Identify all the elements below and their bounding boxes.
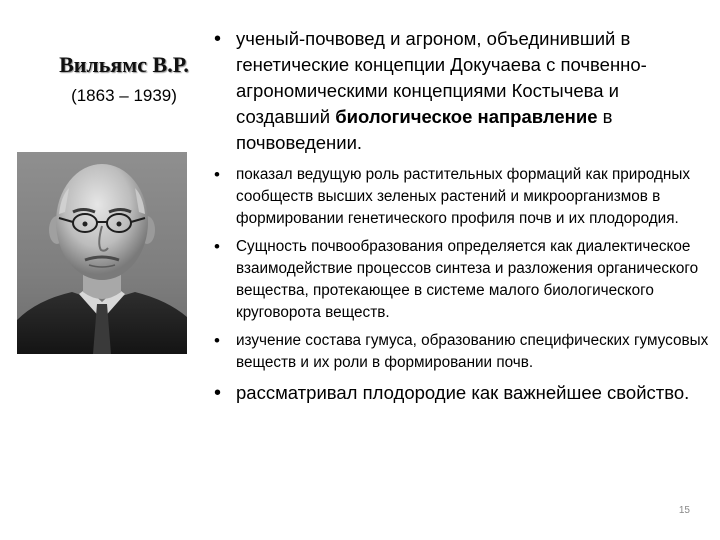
bullet-item (212, 330, 710, 374)
bullet-item (212, 236, 710, 324)
bullet-text: показал ведущую роль растительных формаций как природных сообществ высших зеленых растений и микроорганизмов в формировании генетического профиля почв и их плодородия. (236, 166, 691, 227)
slide-title: Вильямс В.Р. (59, 52, 189, 77)
bullet-text: рассматривал плодородие как важнейшее свойство. (236, 382, 690, 403)
bullet-item (212, 380, 710, 406)
bullet-text: Сущность почвообразования определяется как диалектическое взаимодействие процессов синтеза и разложения органического вещества, протекающее в системе малого биологического круговорота веществ. (236, 238, 699, 321)
page-number: 15 (678, 505, 690, 516)
bullet-text: в почвоведении. (236, 106, 613, 153)
bullet-item (212, 164, 710, 230)
bullet-text: ученый-почвовед и агроном, объединивший в генетические концепции Докучаева с почвенно-агрономическими концепциями Костычева и создавший (236, 28, 647, 127)
portrait-photo (17, 152, 187, 354)
bullet-text: изучение состава гумуса, образованию специфических гумусовых веществ и их роли в формировании почв. (236, 332, 709, 371)
portrait-illustration (17, 152, 187, 354)
bullet-item (212, 26, 710, 156)
bullet-list (212, 26, 710, 406)
life-years: (1863 – 1939) (71, 86, 177, 105)
bullet-bold-text: биологическое направление (335, 106, 598, 127)
